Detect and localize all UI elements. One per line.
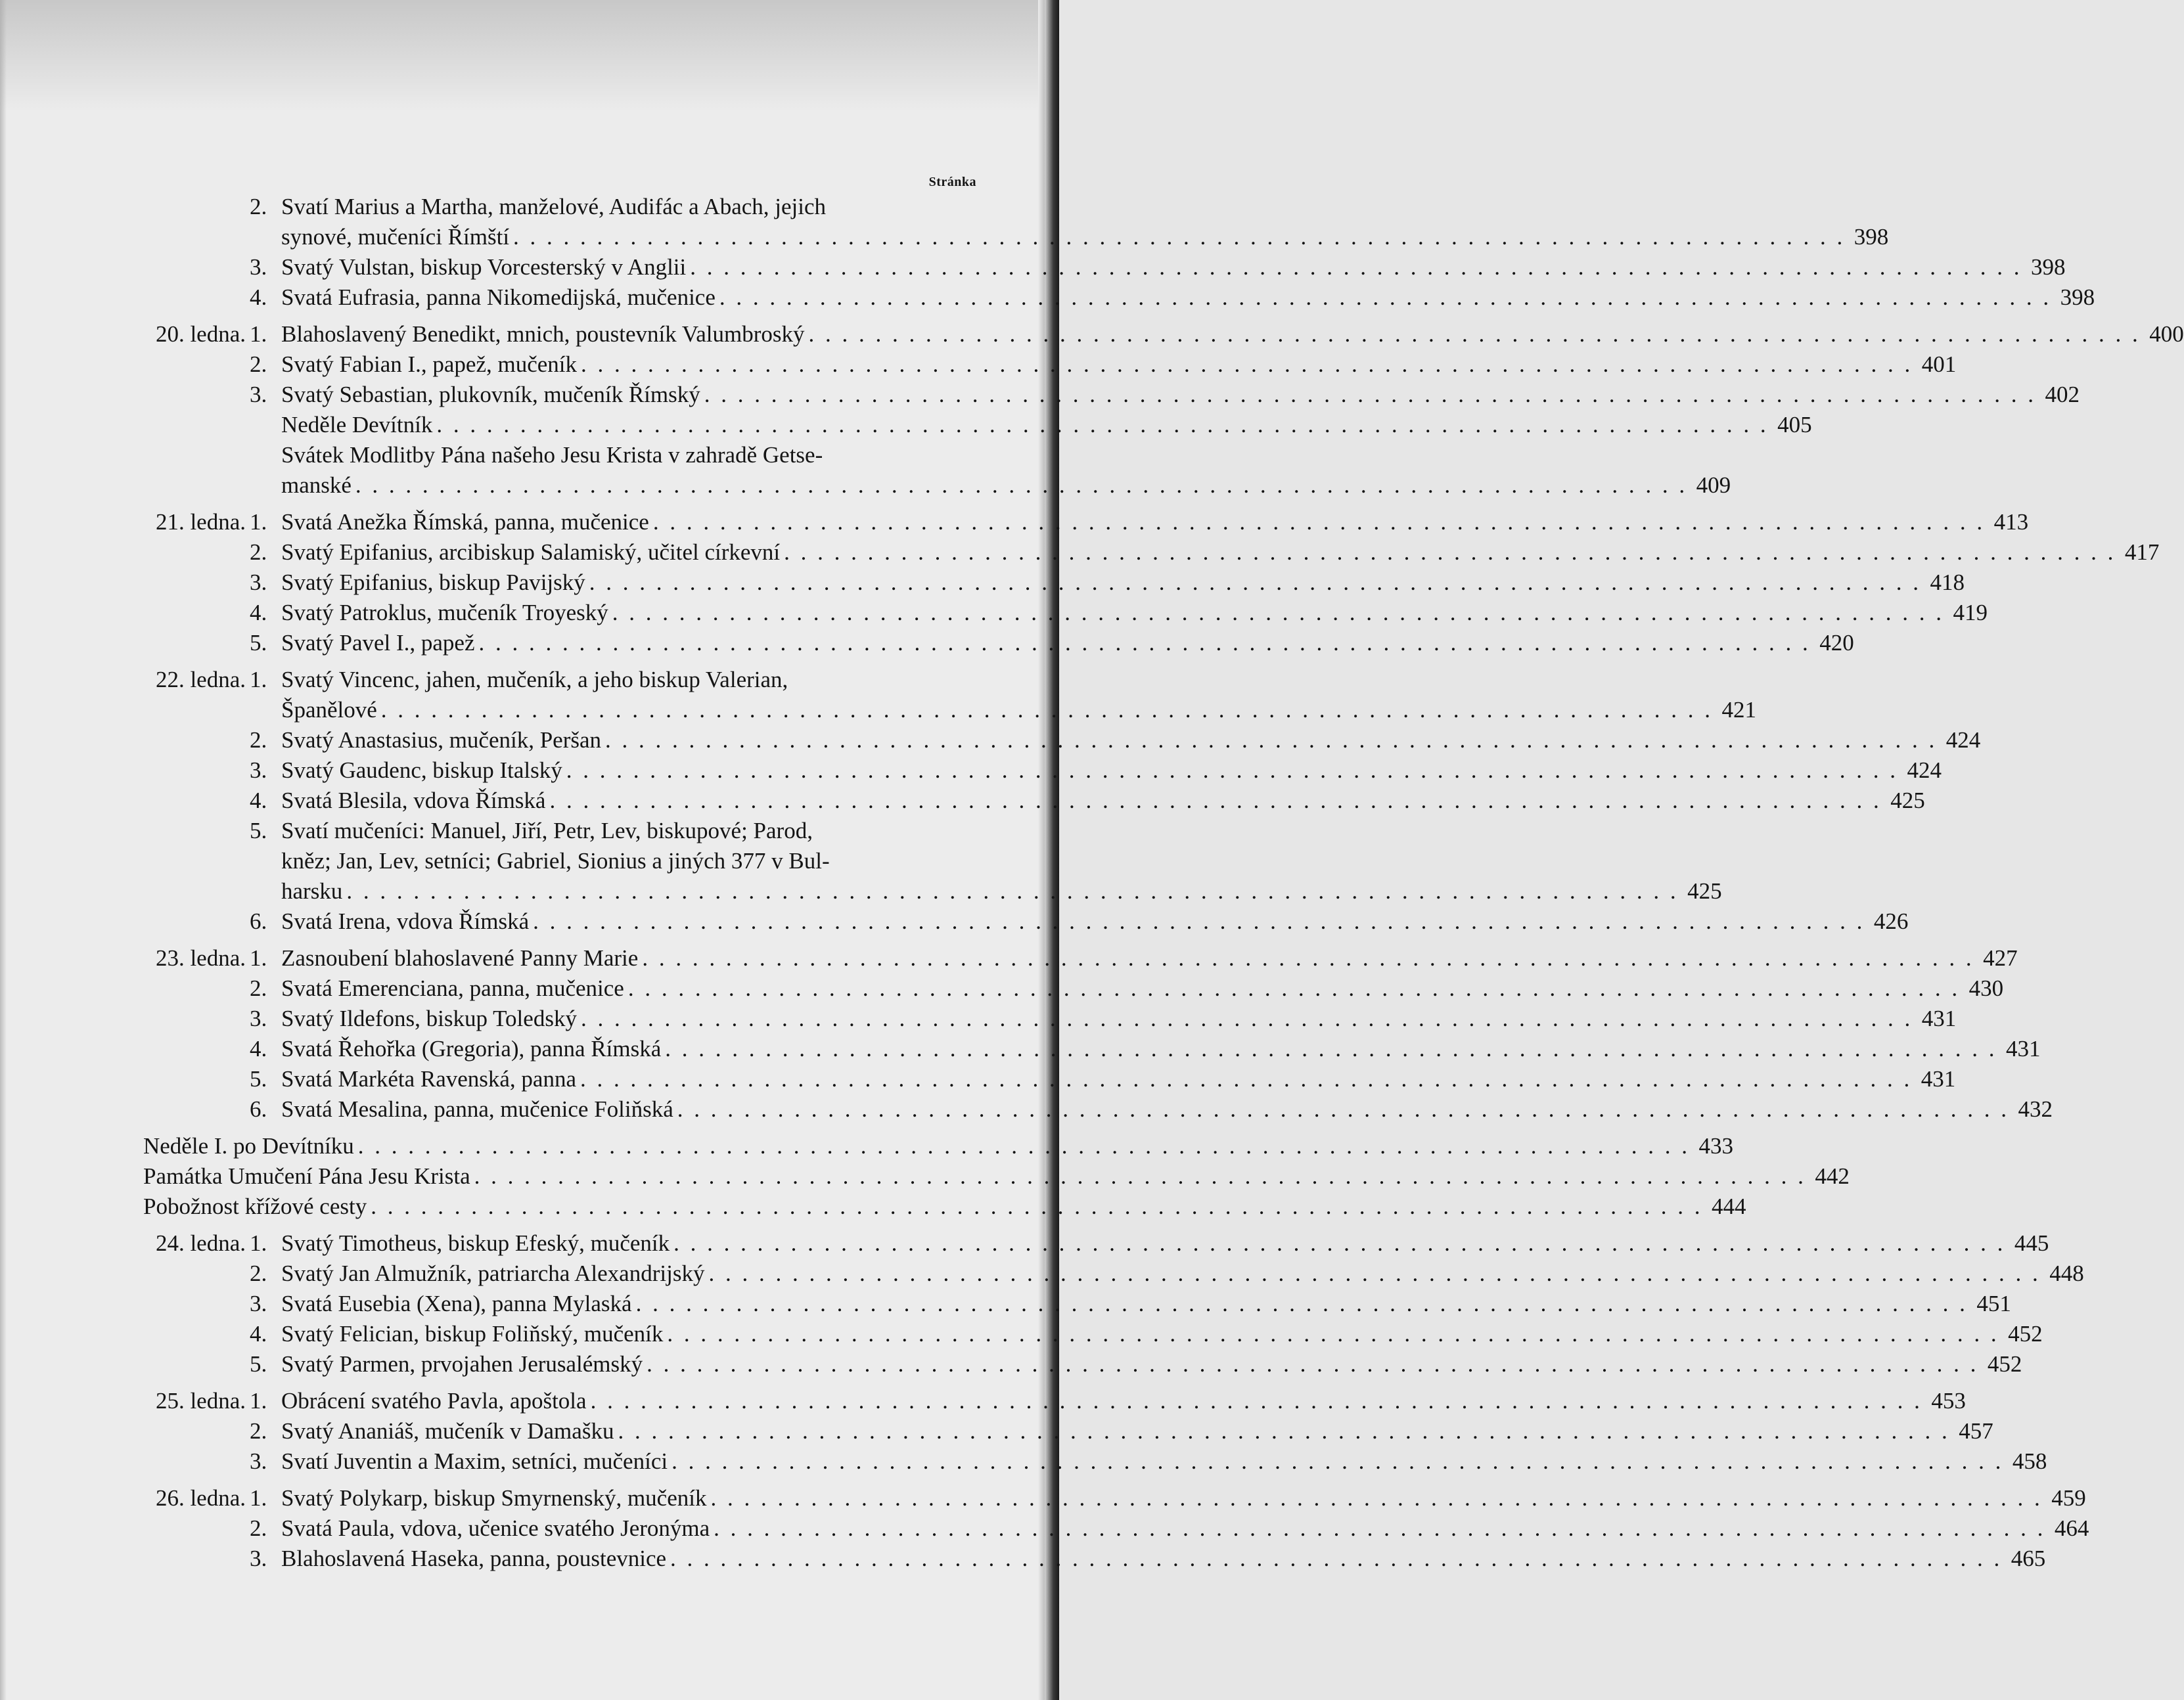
toc-entry-body bbox=[281, 598, 1988, 628]
toc-entry-number: 5. bbox=[250, 818, 267, 843]
toc-entry-body bbox=[281, 410, 1812, 440]
toc-entry bbox=[143, 440, 1731, 501]
toc-entry bbox=[143, 628, 1854, 658]
dot-leader bbox=[704, 380, 2036, 410]
dot-leader bbox=[589, 568, 1921, 598]
toc-entry-body bbox=[281, 973, 2003, 1004]
toc-entry-title: kněz; Jan, Lev, setníci; Gabriel, Sionius a jiných 377 v Bul- bbox=[281, 848, 830, 874]
toc-entry-page-number: 453 bbox=[1931, 1388, 1966, 1414]
dot-leader bbox=[549, 786, 1881, 816]
toc-entry-line bbox=[281, 349, 1956, 380]
toc-entry bbox=[143, 1259, 2084, 1289]
dot-leader bbox=[628, 973, 1960, 1004]
toc-entry-body bbox=[281, 1386, 1966, 1416]
toc-entry-body bbox=[281, 319, 2184, 349]
dot-leader bbox=[513, 222, 1845, 252]
toc-entry-title: Svatý Gaudenc, biskup Italský bbox=[281, 757, 562, 783]
toc-entry bbox=[143, 1416, 1993, 1446]
toc-entry-line bbox=[281, 192, 1888, 222]
toc-entry-body bbox=[281, 349, 1956, 380]
toc-entry bbox=[143, 1192, 1746, 1222]
toc-entry-line bbox=[281, 786, 1925, 816]
toc-entry bbox=[143, 1228, 2049, 1259]
toc-entry-line bbox=[281, 410, 1812, 440]
toc-entry-body bbox=[281, 1319, 2043, 1349]
toc-entry-line bbox=[143, 1131, 1733, 1161]
toc-entry-page-number: 431 bbox=[1921, 1066, 1956, 1092]
toc-entry-page-number: 420 bbox=[1819, 630, 1854, 656]
toc-entry-number: 3. bbox=[250, 1291, 267, 1316]
toc-entry-title: synové, mučeníci Římští bbox=[281, 224, 510, 250]
toc-entry-title: Svatý Vincenc, jahen, mučeník, a jeho biskup Valerian, bbox=[281, 667, 788, 692]
toc-entry-title: Svatí Marius a Martha, manželové, Audifác a Abach, jejich bbox=[281, 194, 827, 219]
toc-entry-title: Svatá Emerenciana, panna, mučenice bbox=[281, 975, 624, 1001]
toc-entry-date: 20. ledna. bbox=[155, 321, 246, 347]
toc-entry-line bbox=[281, 1513, 2089, 1544]
toc-entry bbox=[143, 906, 1909, 937]
toc-entry-number: 6. bbox=[250, 908, 267, 934]
dot-leader bbox=[809, 319, 2141, 349]
toc-entry-page-number: 464 bbox=[2054, 1515, 2089, 1541]
toc-entry-line bbox=[281, 598, 1988, 628]
toc-entry-number: 3. bbox=[250, 570, 267, 595]
toc-entry bbox=[143, 1349, 2022, 1379]
toc-entry-page-number: 431 bbox=[1921, 1006, 1957, 1031]
toc-entry-line bbox=[281, 695, 1756, 725]
dot-leader bbox=[479, 628, 1811, 658]
toc-entry-page-number: 398 bbox=[2060, 284, 2095, 310]
toc-entry-number: 3. bbox=[250, 254, 267, 280]
toc-entry bbox=[143, 1289, 2011, 1319]
toc-entry-body bbox=[281, 537, 2159, 568]
toc-entry-line bbox=[281, 470, 1731, 501]
toc-entry bbox=[143, 1034, 2041, 1064]
toc-entry-body bbox=[281, 1513, 2089, 1544]
toc-entry-body bbox=[281, 1446, 2047, 1477]
toc-entry-line bbox=[281, 380, 2080, 410]
toc-entry bbox=[143, 786, 1925, 816]
page-column-header: Stránka bbox=[928, 175, 976, 189]
toc-entry-title: Svatá Markéta Ravenská, panna bbox=[281, 1066, 577, 1092]
toc-entry-number: 2. bbox=[250, 351, 267, 377]
toc-entry-line bbox=[281, 628, 1854, 658]
toc-entry bbox=[143, 380, 2080, 410]
toc-entry bbox=[143, 349, 1957, 380]
toc-entry-title: Svatý Patroklus, mučeník Troyeský bbox=[281, 600, 608, 625]
toc-entry-page-number: 421 bbox=[1721, 697, 1757, 723]
toc-entry-body bbox=[281, 1416, 1993, 1446]
toc-entry-body bbox=[281, 440, 1731, 501]
toc-entry-title: Svatý Jan Almužník, patriarcha Alexandrijský bbox=[281, 1261, 705, 1286]
toc-entry-body bbox=[281, 568, 1965, 598]
toc-entry-body bbox=[143, 1192, 1746, 1222]
toc-entry-number: 3. bbox=[250, 1448, 267, 1474]
toc-entry-body bbox=[281, 906, 1908, 937]
toc-entry-number: 2. bbox=[250, 1418, 267, 1444]
toc-entry-date: 22. ledna. bbox=[155, 667, 246, 692]
toc-entry bbox=[143, 598, 1988, 628]
toc-entry-line bbox=[281, 440, 1731, 470]
toc-entry-title: Španělové bbox=[281, 697, 377, 723]
toc-entry-line bbox=[281, 1259, 2084, 1289]
toc-entry-body bbox=[281, 755, 1942, 786]
toc-entry-page-number: 432 bbox=[2018, 1096, 2053, 1122]
toc-entry-page-number: 452 bbox=[1987, 1351, 2022, 1377]
toc-entry bbox=[143, 816, 1722, 906]
toc-entry-line bbox=[281, 1094, 2053, 1125]
dot-leader bbox=[355, 470, 1687, 501]
toc-entry-page-number: 457 bbox=[1959, 1418, 1993, 1444]
toc-entry-body bbox=[281, 943, 2018, 973]
toc-entry-line bbox=[143, 1161, 1850, 1192]
toc-entry-line bbox=[281, 1483, 2086, 1513]
toc-entry-line bbox=[281, 973, 2003, 1004]
toc-entry-title: Svatý Sebastian, plukovník, mučeník Římský bbox=[281, 382, 700, 407]
toc-entry-line bbox=[281, 943, 2018, 973]
toc-entry-number: 4. bbox=[250, 1036, 267, 1062]
toc-entry-date: 24. ledna. bbox=[155, 1230, 246, 1256]
toc-entry-number: 2. bbox=[250, 1515, 267, 1541]
toc-entry-body bbox=[281, 786, 1925, 816]
toc-entry-body bbox=[281, 816, 1722, 906]
toc-entry-title: Blahoslavený Benedikt, mnich, poustevník Valumbroský bbox=[281, 321, 805, 347]
toc-entry-title: harsku bbox=[281, 878, 343, 904]
toc-entry-title: Svatí mučeníci: Manuel, Jiří, Petr, Lev, biskupové; Parod, bbox=[281, 818, 813, 843]
toc-entry bbox=[143, 507, 2029, 537]
toc-entry-number: 4. bbox=[250, 600, 267, 625]
toc-entry-line bbox=[281, 1544, 2045, 1574]
toc-entry-line bbox=[281, 252, 2066, 282]
toc-entry-line bbox=[281, 876, 1722, 906]
toc-entry-number: 4. bbox=[250, 284, 267, 310]
toc-entry bbox=[143, 1004, 1957, 1034]
toc-entry bbox=[143, 282, 2095, 313]
dot-leader bbox=[690, 252, 2022, 282]
toc-entry-body bbox=[281, 282, 2095, 313]
toc-entry-number: 3. bbox=[250, 1006, 267, 1031]
toc-entry-line bbox=[281, 507, 2028, 537]
toc-entry bbox=[143, 252, 2066, 282]
toc-entry-body bbox=[281, 1259, 2084, 1289]
toc-entry bbox=[143, 973, 2004, 1004]
dot-leader bbox=[436, 410, 1768, 440]
toc-entry-number: 2. bbox=[250, 194, 267, 219]
toc-entry-title: Svatá Eusebia (Xena), panna Mylaská bbox=[281, 1291, 632, 1316]
dot-leader bbox=[671, 1446, 2003, 1477]
toc-entry-title: Svatý Epifanius, biskup Pavijský bbox=[281, 570, 585, 595]
toc-entry-title: Svátek Modlitby Pána našeho Jesu Krista v zahradě Getse- bbox=[281, 442, 823, 468]
page-stain bbox=[0, 0, 1059, 112]
toc-entry-title: Svatý Ildefons, biskup Toledský bbox=[281, 1006, 577, 1031]
page-left-edge bbox=[0, 0, 7, 1700]
toc-entry-line bbox=[281, 1386, 1966, 1416]
toc-entry-page-number: 452 bbox=[2008, 1321, 2043, 1347]
toc-entry-title: Svatý Anastasius, mučeník, Peršan bbox=[281, 727, 602, 753]
toc-entry-page-number: 459 bbox=[2051, 1485, 2086, 1511]
dot-leader bbox=[591, 1386, 1922, 1416]
toc-entry bbox=[143, 1161, 1850, 1192]
toc-entry-body bbox=[281, 1064, 1955, 1094]
dot-leader bbox=[618, 1416, 1949, 1446]
toc-entry bbox=[143, 725, 1981, 755]
toc-entry-number: 2. bbox=[250, 727, 267, 753]
toc-entry-date: 25. ledna. bbox=[155, 1388, 246, 1414]
toc-entry-date: 23. ledna. bbox=[155, 945, 246, 971]
toc-entry bbox=[143, 665, 1757, 725]
toc-entry-page-number: 427 bbox=[1983, 945, 2018, 971]
toc-entry-body bbox=[281, 1544, 2045, 1574]
toc-entry-title: Svatá Mesalina, panna, mučenice Foliňská bbox=[281, 1096, 673, 1122]
toc-entry-page-number: 398 bbox=[2031, 254, 2066, 280]
toc-entry-title: Svatý Polykarp, biskup Smyrnenský, mučeník bbox=[281, 1485, 707, 1511]
dot-leader bbox=[719, 282, 2051, 313]
toc-entry-page-number: 398 bbox=[1854, 224, 1889, 250]
toc-entry bbox=[143, 1094, 2053, 1125]
toc-entry-number: 5. bbox=[250, 630, 267, 656]
toc-entry bbox=[143, 755, 1942, 786]
toc-entry-number: 1. bbox=[250, 945, 267, 971]
toc-entry-page-number: 465 bbox=[2011, 1546, 2046, 1571]
toc-entry-page-number: 445 bbox=[2014, 1230, 2049, 1256]
toc-entry-title: Svatý Epifanius, arcibiskup Salamiský, učitel církevní bbox=[281, 539, 781, 565]
toc-entry-number: 1. bbox=[250, 1388, 267, 1414]
toc-entry-title: Svatý Ananiáš, mučeník v Damašku bbox=[281, 1418, 614, 1444]
dot-leader bbox=[566, 755, 1898, 786]
toc-entry-page-number: 401 bbox=[1921, 351, 1957, 377]
toc-entry-body bbox=[281, 507, 2028, 537]
toc-entry-body bbox=[281, 252, 2066, 282]
toc-entry-line bbox=[281, 725, 1980, 755]
dot-leader bbox=[605, 725, 1937, 755]
toc-entry bbox=[143, 1446, 2047, 1477]
toc-entry-body bbox=[143, 1161, 1850, 1192]
toc-entry-page-number: 458 bbox=[2012, 1448, 2047, 1474]
toc-entries bbox=[143, 192, 2184, 1574]
toc-entry-body bbox=[281, 1034, 2041, 1064]
toc-entry-number: 4. bbox=[250, 1321, 267, 1347]
dot-leader bbox=[346, 876, 1678, 906]
toc-entry-number: 1. bbox=[250, 509, 267, 535]
toc-entry-line bbox=[281, 846, 1722, 876]
toc-entry-title: Neděle I. po Devítníku bbox=[143, 1133, 354, 1159]
toc-entry-body bbox=[281, 725, 1980, 755]
dot-leader bbox=[642, 943, 1974, 973]
toc-entry-page-number: 409 bbox=[1696, 472, 1731, 498]
toc-entry-body bbox=[281, 1004, 1956, 1034]
dot-leader bbox=[714, 1513, 2045, 1544]
toc-entry-number: 2. bbox=[250, 539, 267, 565]
toc-entry-line bbox=[281, 1289, 2011, 1319]
toc-entry bbox=[143, 1544, 2046, 1574]
toc-entry-number: 3. bbox=[250, 757, 267, 783]
toc-entry-title: Svatá Irena, vdova Římská bbox=[281, 908, 530, 934]
toc-entry-title: Svatá Blesila, vdova Římská bbox=[281, 788, 546, 813]
toc-entry-title: Svatý Felician, biskup Foliňský, mučeník bbox=[281, 1321, 664, 1347]
toc-entry-number: 2. bbox=[250, 1261, 267, 1286]
toc-entry-body bbox=[143, 1131, 1733, 1161]
toc-entry-page-number: 430 bbox=[1968, 975, 2004, 1001]
dot-leader bbox=[677, 1094, 2009, 1125]
dot-leader bbox=[612, 598, 1944, 628]
toc-entry-title: Svatá Anežka Římská, panna, mučenice bbox=[281, 509, 649, 535]
toc-entry-page-number: 425 bbox=[1687, 878, 1722, 904]
toc-entry-title: Svatí Juventin a Maxim, setníci, mučeníci bbox=[281, 1448, 668, 1474]
toc-entry-date: 26. ledna. bbox=[155, 1485, 246, 1511]
toc-entry-line bbox=[143, 1192, 1746, 1222]
dot-leader bbox=[371, 1192, 1702, 1222]
toc-entry bbox=[143, 1064, 1956, 1094]
toc-entry bbox=[143, 537, 2160, 568]
dot-leader bbox=[636, 1289, 1968, 1319]
toc-entry-line bbox=[281, 665, 1756, 695]
toc-entry-line bbox=[281, 1228, 2049, 1259]
toc-entry-line bbox=[281, 537, 2159, 568]
toc-entry bbox=[143, 410, 1812, 440]
toc-entry-line bbox=[281, 816, 1722, 846]
toc-entry bbox=[143, 943, 2018, 973]
toc-entry-title: Zasnoubení blahoslavené Panny Marie bbox=[281, 945, 639, 971]
toc-entry-body bbox=[281, 1483, 2086, 1513]
toc-entry-page-number: 405 bbox=[1777, 412, 1812, 437]
toc-entry-line bbox=[281, 1319, 2043, 1349]
dot-leader bbox=[784, 537, 2116, 568]
toc-entry-title: manské bbox=[281, 472, 352, 498]
toc-entry-date: 21. ledna. bbox=[155, 509, 246, 535]
dot-leader bbox=[474, 1161, 1806, 1192]
toc-entry-line bbox=[281, 282, 2095, 313]
dot-leader bbox=[358, 1131, 1690, 1161]
dot-leader bbox=[653, 507, 1985, 537]
dot-leader bbox=[647, 1349, 1978, 1379]
toc-entry-page-number: 417 bbox=[2124, 539, 2160, 565]
toc-entry-page-number: 424 bbox=[1945, 727, 1981, 753]
toc-entry-title: Svatá Eufrasia, panna Nikomedijská, mučenice bbox=[281, 284, 716, 310]
toc-entry-page-number: 400 bbox=[2149, 321, 2184, 347]
toc-entry-line bbox=[281, 755, 1942, 786]
toc-entry-page-number: 444 bbox=[1711, 1194, 1746, 1219]
dot-leader bbox=[673, 1228, 2005, 1259]
toc-entry-body bbox=[281, 192, 1888, 252]
toc-entry-title: Svatý Pavel I., papež bbox=[281, 630, 475, 656]
toc-entry-line bbox=[281, 1416, 1993, 1446]
toc-entry-page-number: 424 bbox=[1907, 757, 1942, 783]
toc-entry-number: 3. bbox=[250, 382, 267, 407]
dot-leader bbox=[533, 906, 1865, 937]
dot-leader bbox=[667, 1319, 1999, 1349]
toc-entry-page-number: 402 bbox=[2045, 382, 2080, 407]
toc-entry-number: 5. bbox=[250, 1066, 267, 1092]
toc-entry-page-number: 425 bbox=[1890, 788, 1925, 813]
toc-entry-body bbox=[281, 1289, 2011, 1319]
toc-entry-title: Svatá Řehořka (Gregoria), panna Římská bbox=[281, 1036, 662, 1062]
toc-entry-title: Památka Umučení Pána Jesu Krista bbox=[143, 1163, 470, 1189]
toc-entry-title: Obrácení svatého Pavla, apoštola bbox=[281, 1388, 587, 1414]
toc-entry-line bbox=[281, 1446, 2047, 1477]
toc-entry bbox=[143, 192, 1889, 252]
toc-entry-line bbox=[281, 222, 1888, 252]
toc-entry-body bbox=[281, 628, 1854, 658]
toc-entry-title: Neděle Devítník bbox=[281, 412, 433, 437]
toc-entry-number: 1. bbox=[250, 1230, 267, 1256]
toc-entry-body bbox=[281, 665, 1756, 725]
toc-entry-title: Svatý Timotheus, biskup Efeský, mučeník bbox=[281, 1230, 670, 1256]
toc-entry bbox=[143, 1319, 2043, 1349]
toc-entry bbox=[143, 1386, 1966, 1416]
toc-entry-title: Pobožnost křížové cesty bbox=[143, 1194, 367, 1219]
toc-entry-line bbox=[281, 319, 2184, 349]
toc-entry-title: Blahoslavená Haseka, panna, poustevnice bbox=[281, 1546, 667, 1571]
toc-entry bbox=[143, 319, 2184, 349]
toc-entry bbox=[143, 1483, 2086, 1513]
toc-entry-page-number: 419 bbox=[1953, 600, 1988, 625]
toc-entry-number: 6. bbox=[250, 1096, 267, 1122]
toc-entry bbox=[143, 1131, 1733, 1161]
toc-entry bbox=[143, 1513, 2089, 1544]
toc-entry-line bbox=[281, 1064, 1955, 1094]
toc-entry-body bbox=[281, 1094, 2053, 1125]
toc-entry-line bbox=[281, 1349, 2022, 1379]
dot-leader bbox=[665, 1034, 1997, 1064]
dot-leader bbox=[710, 1483, 2042, 1513]
toc-entry-line bbox=[281, 1034, 2041, 1064]
toc-entry-body bbox=[281, 1228, 2049, 1259]
toc-entry-number: 5. bbox=[250, 1351, 267, 1377]
dot-leader bbox=[670, 1544, 2002, 1574]
toc-entry-number: 2. bbox=[250, 975, 267, 1001]
dot-leader bbox=[581, 349, 1913, 380]
table-of-contents bbox=[143, 172, 2184, 1574]
toc-entry-page-number: 418 bbox=[1930, 570, 1965, 595]
toc-entry-page-number: 433 bbox=[1698, 1133, 1733, 1159]
toc-entry bbox=[143, 568, 1965, 598]
toc-entry-number: 1. bbox=[250, 1485, 267, 1511]
dot-leader bbox=[381, 695, 1713, 725]
toc-entry-title: Svatý Fabian I., papež, mučeník bbox=[281, 351, 578, 377]
toc-entry-line bbox=[281, 568, 1965, 598]
toc-entry-page-number: 442 bbox=[1815, 1163, 1850, 1189]
toc-entry-body bbox=[281, 380, 2080, 410]
toc-entry-page-number: 426 bbox=[1873, 908, 1909, 934]
toc-entry-page-number: 448 bbox=[2049, 1261, 2084, 1286]
dot-leader bbox=[581, 1004, 1913, 1034]
toc-entry-page-number: 413 bbox=[1993, 509, 2029, 535]
toc-entry-number: 4. bbox=[250, 788, 267, 813]
dot-leader bbox=[580, 1064, 1912, 1094]
toc-entry-page-number: 451 bbox=[1976, 1291, 2011, 1316]
toc-entry-number: 1. bbox=[250, 667, 267, 692]
toc-entry-title: Svatý Parmen, prvojahen Jerusalémský bbox=[281, 1351, 643, 1377]
toc-entry-line bbox=[281, 1004, 1956, 1034]
toc-entry-title: Svatá Paula, vdova, učenice svatého Jeronýma bbox=[281, 1515, 710, 1541]
toc-entry-body bbox=[281, 1349, 2022, 1379]
dot-leader bbox=[708, 1259, 2040, 1289]
toc-entry-page-number: 431 bbox=[2006, 1036, 2041, 1062]
toc-entry-number: 3. bbox=[250, 1546, 267, 1571]
toc-entry-title: Svatý Vulstan, biskup Vorcesterský v Anglii bbox=[281, 254, 687, 280]
toc-entry-number: 1. bbox=[250, 321, 267, 347]
toc-entry-line bbox=[281, 906, 1908, 937]
